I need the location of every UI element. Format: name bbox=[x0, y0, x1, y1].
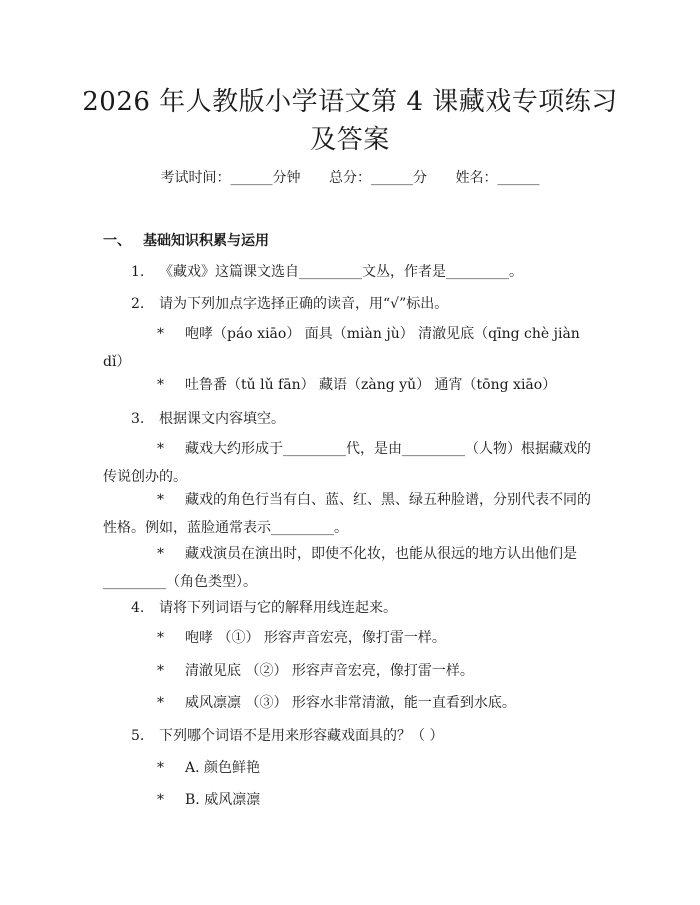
section-title: 基础知识积累与运用 bbox=[143, 233, 269, 249]
question-number: 1. bbox=[131, 264, 145, 280]
question-number: 4. bbox=[131, 600, 145, 616]
question-1 bbox=[131, 262, 523, 282]
document-title-line2: 及答案 bbox=[310, 125, 390, 155]
list-item-text: 藏戏的角色行当有白、蓝、红、黑、绿五种脸谱，分别代表不同的性格。例如，蓝脸通常表示_________。 bbox=[103, 492, 591, 536]
question-text: 下列哪个词语不是用来形容藏戏面具的？（ ） bbox=[159, 728, 444, 744]
list-item-text: A. 颜色鲜艳 bbox=[185, 760, 261, 776]
bullet-marker: * bbox=[157, 377, 164, 393]
list-item bbox=[103, 320, 600, 376]
bullet-marker: * bbox=[157, 663, 164, 679]
list-item bbox=[157, 787, 260, 813]
list-item bbox=[103, 435, 600, 491]
section-number: 一、 bbox=[103, 233, 131, 249]
question-number: 5. bbox=[131, 728, 145, 744]
list-item bbox=[157, 625, 446, 651]
list-item-text: 藏戏大约形成于_________代，是由_________（人物）根据藏戏的传说创办的。 bbox=[103, 441, 591, 485]
question-text: 请将下列词语与它的解释用线连起来。 bbox=[159, 600, 397, 616]
question-3 bbox=[131, 409, 285, 429]
section-heading bbox=[103, 231, 269, 251]
document-title-line1: 2026 年人教版小学语文第 4 课藏戏专项练习 bbox=[82, 87, 618, 117]
bullet-marker: * bbox=[157, 546, 164, 562]
question-text: 请为下列加点字选择正确的读音，用“√”标出。 bbox=[159, 296, 449, 312]
list-item bbox=[157, 658, 474, 684]
exam-score: 总分：______分 bbox=[329, 170, 427, 186]
list-item-text: 吐鲁番（tǔ lǔ fān） 藏语（zàng yǔ） 通宵（tōng xiāo） bbox=[185, 377, 557, 393]
list-item-text: 咆哮（páo xiāo） 面具（miàn jù） 清澈见底（qīng chè jiàn dǐ） bbox=[103, 326, 580, 370]
list-item-text: 清澈见底 （②） 形容声音宏亮，像打雷一样。 bbox=[185, 663, 474, 679]
list-item bbox=[157, 372, 556, 398]
bullet-marker: * bbox=[157, 441, 164, 457]
question-number: 3. bbox=[131, 411, 145, 427]
list-item bbox=[103, 486, 600, 542]
bullet-marker: * bbox=[157, 630, 164, 646]
bullet-marker: * bbox=[157, 792, 164, 808]
list-item-text: B. 威风凛凛 bbox=[185, 792, 261, 808]
list-item-text: 咆哮 （①） 形容声音宏亮，像打雷一样。 bbox=[185, 630, 446, 646]
question-text: 《藏戏》这篇课文选自_________文丛，作者是_________。 bbox=[159, 264, 523, 280]
list-item bbox=[157, 690, 516, 716]
bullet-marker: * bbox=[157, 695, 164, 711]
bullet-marker: * bbox=[157, 492, 164, 508]
list-item bbox=[103, 540, 600, 596]
bullet-marker: * bbox=[157, 760, 164, 776]
exam-meta bbox=[0, 168, 700, 188]
question-5 bbox=[131, 726, 443, 746]
exam-time: 考试时间：______分钟 bbox=[160, 170, 301, 186]
question-number: 2. bbox=[131, 296, 145, 312]
question-4 bbox=[131, 598, 397, 618]
question-text: 根据课文内容填空。 bbox=[159, 411, 285, 427]
list-item-text: 藏戏演员在演出时，即使不化妆，也能从很远的地方认出他们是_________（角色类型）。 bbox=[103, 546, 577, 590]
bullet-marker: * bbox=[157, 326, 164, 342]
list-item-text: 威风凛凛 （③） 形容水非常清澈，能一直看到水底。 bbox=[185, 695, 516, 711]
exam-name: 姓名：______ bbox=[455, 170, 540, 186]
list-item bbox=[157, 755, 260, 781]
question-2 bbox=[131, 294, 448, 314]
